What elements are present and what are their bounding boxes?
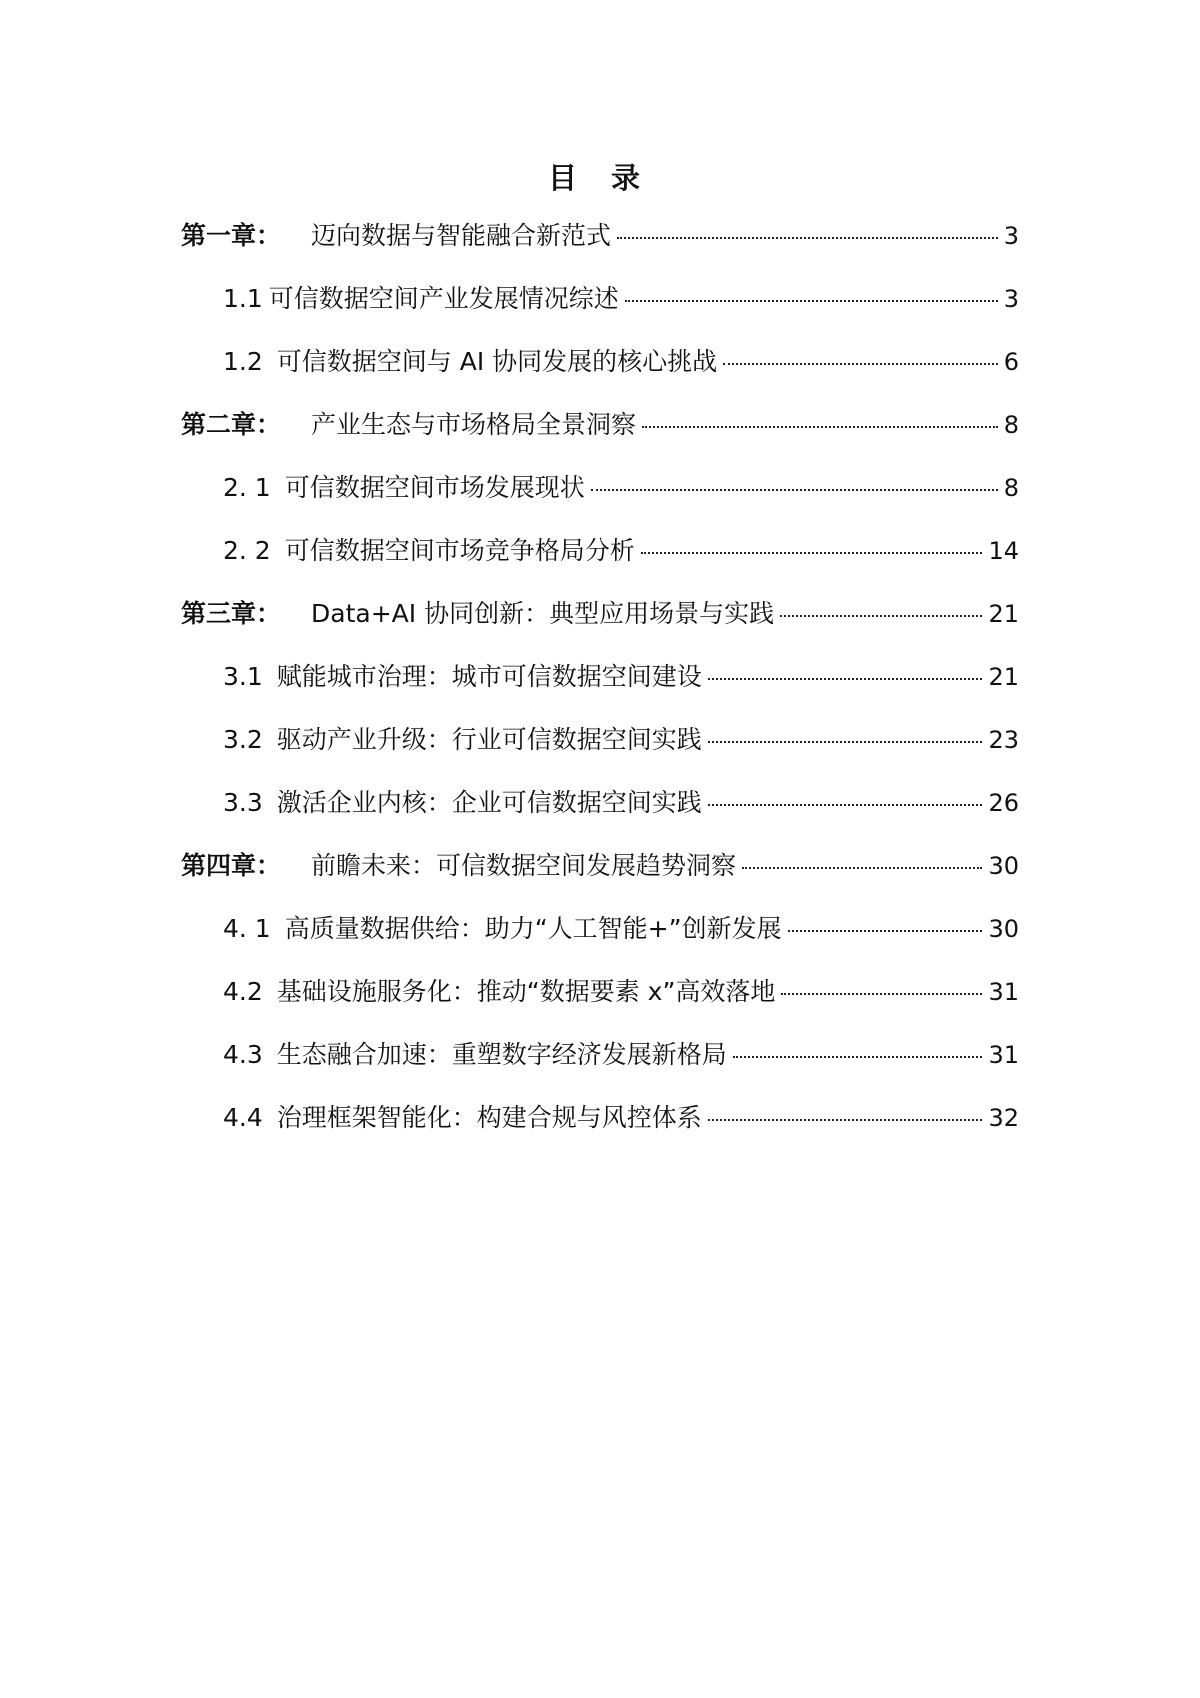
toc-entry-page: 30 — [988, 852, 1019, 880]
toc-entry-label — [181, 216, 611, 256]
dot-leader — [781, 993, 982, 995]
toc-entry-chapter-3[interactable] — [181, 594, 1019, 634]
toc-entry-title: Data+AI 协同创新：典型应用场景与实践 — [311, 599, 775, 628]
toc-entry-page: 21 — [988, 600, 1019, 628]
toc-entry-page: 3 — [1003, 285, 1019, 313]
toc-entry-title: 赋能城市治理：城市可信数据空间建设 — [276, 662, 702, 691]
toc-entry-title: 可信数据空间与 AI 协同发展的核心挑战 — [276, 347, 718, 376]
dot-leader — [723, 363, 998, 365]
dot-leader — [780, 615, 982, 617]
toc-entry-label — [223, 783, 702, 823]
toc-entry-title: 可信数据空间市场发展现状 — [284, 473, 585, 502]
toc-entry-number: 第四章： — [181, 851, 282, 880]
toc-entry-number: 4.4 — [223, 1103, 263, 1132]
toc-entry-number: 3.1 — [223, 662, 263, 691]
toc-entry-title: 可信数据空间产业发展情况综述 — [268, 284, 619, 313]
toc-entry-section-3-2[interactable] — [223, 720, 1019, 760]
dot-leader — [641, 552, 983, 554]
toc-entry-page: 32 — [988, 1104, 1019, 1132]
dot-leader — [591, 489, 998, 491]
toc-entry-page: 8 — [1003, 411, 1019, 439]
toc-entry-section-1-2[interactable] — [223, 342, 1019, 382]
toc-entry-number: 2. 1 — [223, 473, 271, 502]
toc-entry-page: 14 — [988, 537, 1019, 565]
dot-leader — [617, 237, 998, 239]
toc-entry-page: 23 — [988, 726, 1019, 754]
toc-entry-page: 30 — [988, 915, 1019, 943]
toc-entry-page: 6 — [1003, 348, 1019, 376]
toc-entry-section-3-3[interactable] — [223, 783, 1019, 823]
toc-entry-number: 4.2 — [223, 977, 263, 1006]
toc-entry-label — [223, 720, 702, 760]
toc-entry-number: 3.2 — [223, 725, 263, 754]
toc-entry-title: 前瞻未来：可信数据空间发展趋势洞察 — [311, 851, 737, 880]
dot-leader — [708, 804, 983, 806]
toc-entry-label — [223, 1098, 702, 1138]
toc-entry-label — [223, 279, 619, 319]
dot-leader — [788, 930, 983, 932]
toc-entry-number: 第三章： — [181, 599, 282, 628]
toc-entry-page: 8 — [1003, 474, 1019, 502]
toc-entry-label — [223, 531, 635, 571]
toc-entry-chapter-4[interactable] — [181, 846, 1019, 886]
toc-entry-label — [223, 342, 717, 382]
toc-entry-page: 31 — [988, 978, 1019, 1006]
toc-entry-number: 1.1 — [223, 284, 263, 313]
dot-leader — [708, 1119, 983, 1121]
toc-entry-section-3-1[interactable] — [223, 657, 1019, 697]
toc-entry-number: 3.3 — [223, 788, 263, 817]
toc-entry-label — [223, 468, 585, 508]
toc-entry-title: 可信数据空间市场竞争格局分析 — [284, 536, 635, 565]
toc-entry-number: 1.2 — [223, 347, 263, 376]
toc-entry-number: 4. 1 — [223, 914, 271, 943]
toc-entry-section-4-2[interactable] — [223, 972, 1019, 1012]
toc-entry-title: 生态融合加速：重塑数字经济发展新格局 — [276, 1040, 727, 1069]
toc-entry-title: 高质量数据供给：助力“人工智能+”创新发展 — [284, 914, 782, 943]
dot-leader — [625, 300, 998, 302]
toc-entry-title: 驱动产业升级：行业可信数据空间实践 — [276, 725, 702, 754]
toc-entry-number: 4.3 — [223, 1040, 263, 1069]
toc-entry-label — [223, 1035, 727, 1075]
toc-entry-title: 迈向数据与智能融合新范式 — [311, 221, 612, 250]
toc-entry-label — [181, 846, 736, 886]
toc-entry-title: 基础设施服务化：推动“数据要素 x”高效落地 — [276, 977, 776, 1006]
toc-entry-section-2-2[interactable] — [223, 531, 1019, 571]
toc-entry-number: 2. 2 — [223, 536, 271, 565]
toc-entry-section-1-1[interactable] — [223, 279, 1019, 319]
toc-entry-label — [223, 909, 782, 949]
toc-entry-chapter-1[interactable] — [181, 216, 1019, 256]
dot-leader — [708, 678, 983, 680]
dot-leader — [733, 1056, 983, 1058]
toc-entry-title: 治理框架智能化：构建合规与风控体系 — [276, 1103, 702, 1132]
toc-entry-page: 26 — [988, 789, 1019, 817]
toc-entry-page: 21 — [988, 663, 1019, 691]
dot-leader — [708, 741, 983, 743]
toc-entry-section-4-3[interactable] — [223, 1035, 1019, 1075]
toc-entry-label — [181, 405, 636, 445]
toc-entry-page: 3 — [1003, 222, 1019, 250]
toc-title: 目 录 — [547, 161, 653, 195]
toc-entry-label — [181, 594, 774, 634]
toc-entry-section-4-1[interactable] — [223, 909, 1019, 949]
toc-entry-chapter-2[interactable] — [181, 405, 1019, 445]
toc-entry-page: 31 — [988, 1041, 1019, 1069]
toc-entry-label — [223, 657, 702, 697]
toc-entry-title: 激活企业内核：企业可信数据空间实践 — [276, 788, 702, 817]
dot-leader — [642, 426, 998, 428]
toc-entry-section-2-1[interactable] — [223, 468, 1019, 508]
toc-entry-section-4-4[interactable] — [223, 1098, 1019, 1138]
toc-entry-title: 产业生态与市场格局全景洞察 — [311, 410, 637, 439]
dot-leader — [742, 867, 982, 869]
toc-entry-label — [223, 972, 775, 1012]
toc-entry-number: 第二章： — [181, 410, 282, 439]
toc-entry-number: 第一章： — [181, 221, 282, 250]
